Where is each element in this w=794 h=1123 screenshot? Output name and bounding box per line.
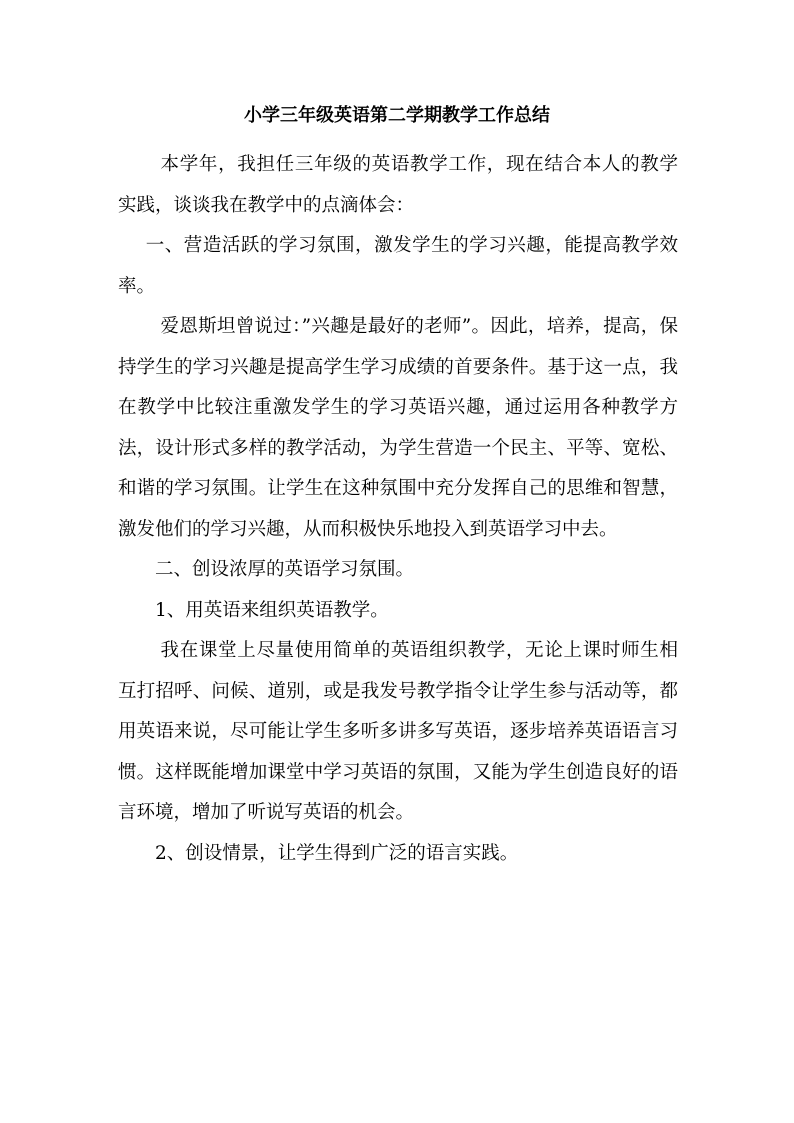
heading-subsection-one: 1、用英语来组织英语教学。: [155, 599, 389, 621]
heading-section-one: 一、营造活跃的学习氛围，激发学生的学习兴趣，能提高教学效率。: [118, 235, 678, 297]
heading-subsection-two: 2、创设情景，让学生得到广泛的语言实践。: [155, 842, 519, 864]
document-title: 小学三年级英语第二学期教学工作总结: [244, 105, 550, 126]
paragraph-english-instruction: 我在课堂上尽量使用简单的英语组织教学，无论上课时师生相互打招呼、问候、道别，或是我发号教学指令让学生参与活动等，都用英语来说，尽可能让学生多听多讲多写英语，逐步培养英语语言习惯。这样既能增加课堂中学习英语的氛围，又能为学生创造良好的语言环境，增加了听说写英语的机会。: [118, 640, 678, 823]
paragraph-interest: 爱恩斯坦曾说过：”兴趣是最好的老师”。因此，培养，提高，保持学生的学习兴趣是提高学生学习成绩的首要条件。基于这一点，我在教学中比较注重激发学生的学习英语兴趣，通过运用各种教学方法，设计形式多样的教学活动，为学生营造一个民主、平等、宽松、和谐的学习氛围。让学生在这种氛围中充分发挥自己的思维和智慧，激发他们的学习兴趣，从而积极快乐地投入到英语学习中去。: [118, 316, 678, 540]
paragraph-intro: 本学年，我担任三年级的英语教学工作，现在结合本人的教学实践，谈谈我在教学中的点滴体会：: [118, 154, 678, 216]
document-body: [118, 145, 678, 874]
heading-section-two: 二、创设浓厚的英语学习氛围。: [155, 559, 415, 580]
